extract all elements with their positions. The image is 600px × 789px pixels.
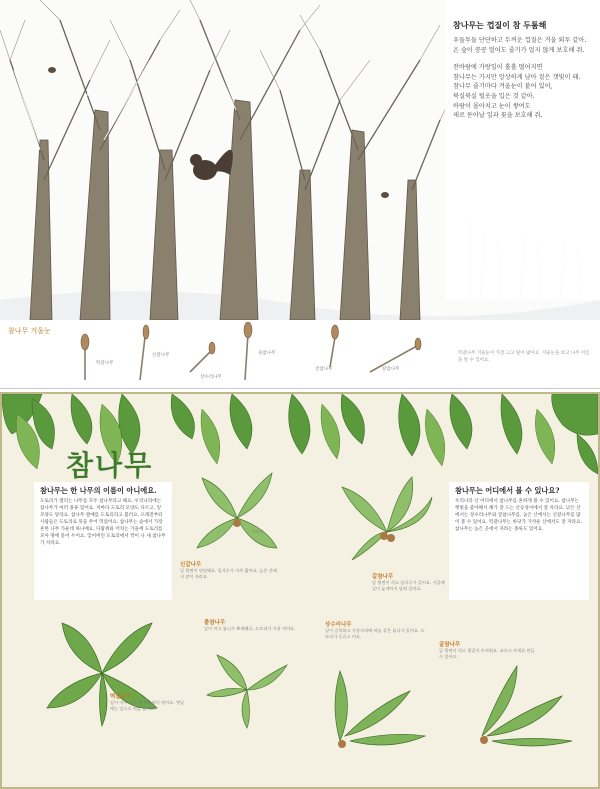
species-name: 졸참나무 — [204, 620, 226, 626]
top-paragraph: 우둘투둘 단단하고 두꺼운 껍질은 겨울 외투 같아. 온 숲이 꽁꽁 얼어도 줄기가 얼지 않게 보호해 줘. — [453, 37, 587, 54]
bud-caption: 갈참나무 — [382, 367, 400, 372]
leaf-sinkal — [192, 468, 282, 558]
leaf-jolcham — [202, 650, 292, 730]
species-name: 굴참나무 — [439, 642, 461, 648]
page-title: 참나무 — [66, 449, 154, 482]
acorn-label: 도토리 — [252, 529, 264, 534]
bud-caption: 졸참나무 — [258, 351, 276, 356]
leaf-gulcham — [467, 656, 577, 751]
species-desc: 잎이 길쭉하고 가장자리에 바늘 같은 톱니가 있어요. 도토리가 둥글고 커요. — [325, 628, 425, 639]
species-name: 떡갈나무 — [110, 694, 132, 700]
bud-strip-label: 참나무 겨울눈 — [8, 327, 51, 335]
top-heading: 참나무는 껍질이 참 두툼해 — [453, 20, 547, 30]
poem-line: 바람이 몰아치고 눈이 쌓여도 — [453, 102, 531, 110]
poem-line: 새로 돋아날 잎과 꽃을 보호해 줘. — [453, 112, 543, 120]
leaf-sangsuri — [320, 656, 430, 751]
top-page — [0, 0, 600, 389]
bud-caption: 떡갈나무 — [96, 361, 114, 366]
species-desc: 잎 뒷면이 희고 잎자루가 길어요. 가을에 잎이 늦게까지 달려 있어요. — [372, 580, 445, 591]
poem-line: 참나무 줄기마다 겨울눈이 붙어 있어, — [453, 83, 553, 91]
species-desc: 잎 뒷면이 희고 껍질이 두꺼워요. 코르크 마개를 만들 수 있어요. — [439, 648, 535, 659]
species-name: 신갈나무 — [180, 562, 202, 568]
species-desc: 잎이 작고 톱니가 뾰족해요. 도토리가 가장 작아요. — [204, 626, 296, 631]
info-box-left — [34, 482, 172, 600]
info-box-title: 참나무는 어디에서 볼 수 있나요? — [455, 486, 560, 495]
species-desc: 잎이 아주 크고 뒷면에 털이 많아요. 옛날에는 잎으로 떡을 쌌어요. — [110, 700, 185, 711]
species-name: 갈참나무 — [372, 574, 394, 580]
poem-line: 참나무는 가지만 앙상하게 남아 짙은 갯빛이 돼. — [453, 73, 581, 81]
species-desc: 잎 뒷면이 밋밋해요. 잎자루가 아주 짧아요. 높은 산에서 많이 자라요. — [180, 568, 277, 579]
species-name: 상수리나무 — [325, 622, 352, 628]
info-box-text: 우리나라 산 어디에서 참나무를 흔하게 볼 수 있어요. 참나무는 햇빛을 좋아해서 해가 잘 드는 산등성이에서 잘 자라요. 낮은 산에서는 상수리나무와 굴참나무를, 높은 산에서는 신갈나무를 많이 볼 수 있어요. 떡갈나무는 바닷가 가까운 산에서도 잘 자라요. 참나무는 높은 곳에서 자라는 종류도 있어요. — [455, 499, 583, 532]
info-box-right — [449, 482, 589, 600]
bud-caption: 신갈나무 — [152, 353, 170, 358]
info-box-title: 참나무는 한 나무의 이름이 아니에요. — [40, 486, 157, 495]
top-poem — [453, 63, 593, 121]
winter-buds-illustration — [70, 322, 430, 382]
poem-line: 북실북실 털옷을 입은 것 같아. — [453, 92, 535, 100]
bud-caption: 상수리나무 — [200, 375, 222, 380]
poem-line: 찬바람에 가랑잎이 홀홀 떨어지면 — [453, 64, 543, 72]
bottom-page — [0, 392, 600, 789]
leaf-galcham — [337, 472, 437, 564]
intro-text-block — [453, 10, 593, 129]
bud-note: 떡갈나무 겨울눈이 가장 크고 털이 많아요. 겨울눈을 보고 나무 이름을 알 수 있어요. — [458, 351, 590, 363]
bud-caption: 굴참나무 — [315, 367, 333, 372]
info-box-text: 도토리가 열리는 나무를 모두 참나무라고 해요. 우리나라에는 참나무가 여러 종류 있어요. 저마다 도토리 모양도 다르고, 잎 모양도 달라요. 참나무 열매를 도토리라고 불러요. 오래전부터 사람들은 도토리로 묵을 쑤어 먹었어요. 참나무는 숲에서 가장 흔한 나무 가운데 하나예요. 다람쥐와 어치는 가을에 도토리를 모아 땅에 묻어 두어요. 잊어버린 도토리에서 싹이 나 새 참나무가 자라요. — [40, 499, 166, 546]
